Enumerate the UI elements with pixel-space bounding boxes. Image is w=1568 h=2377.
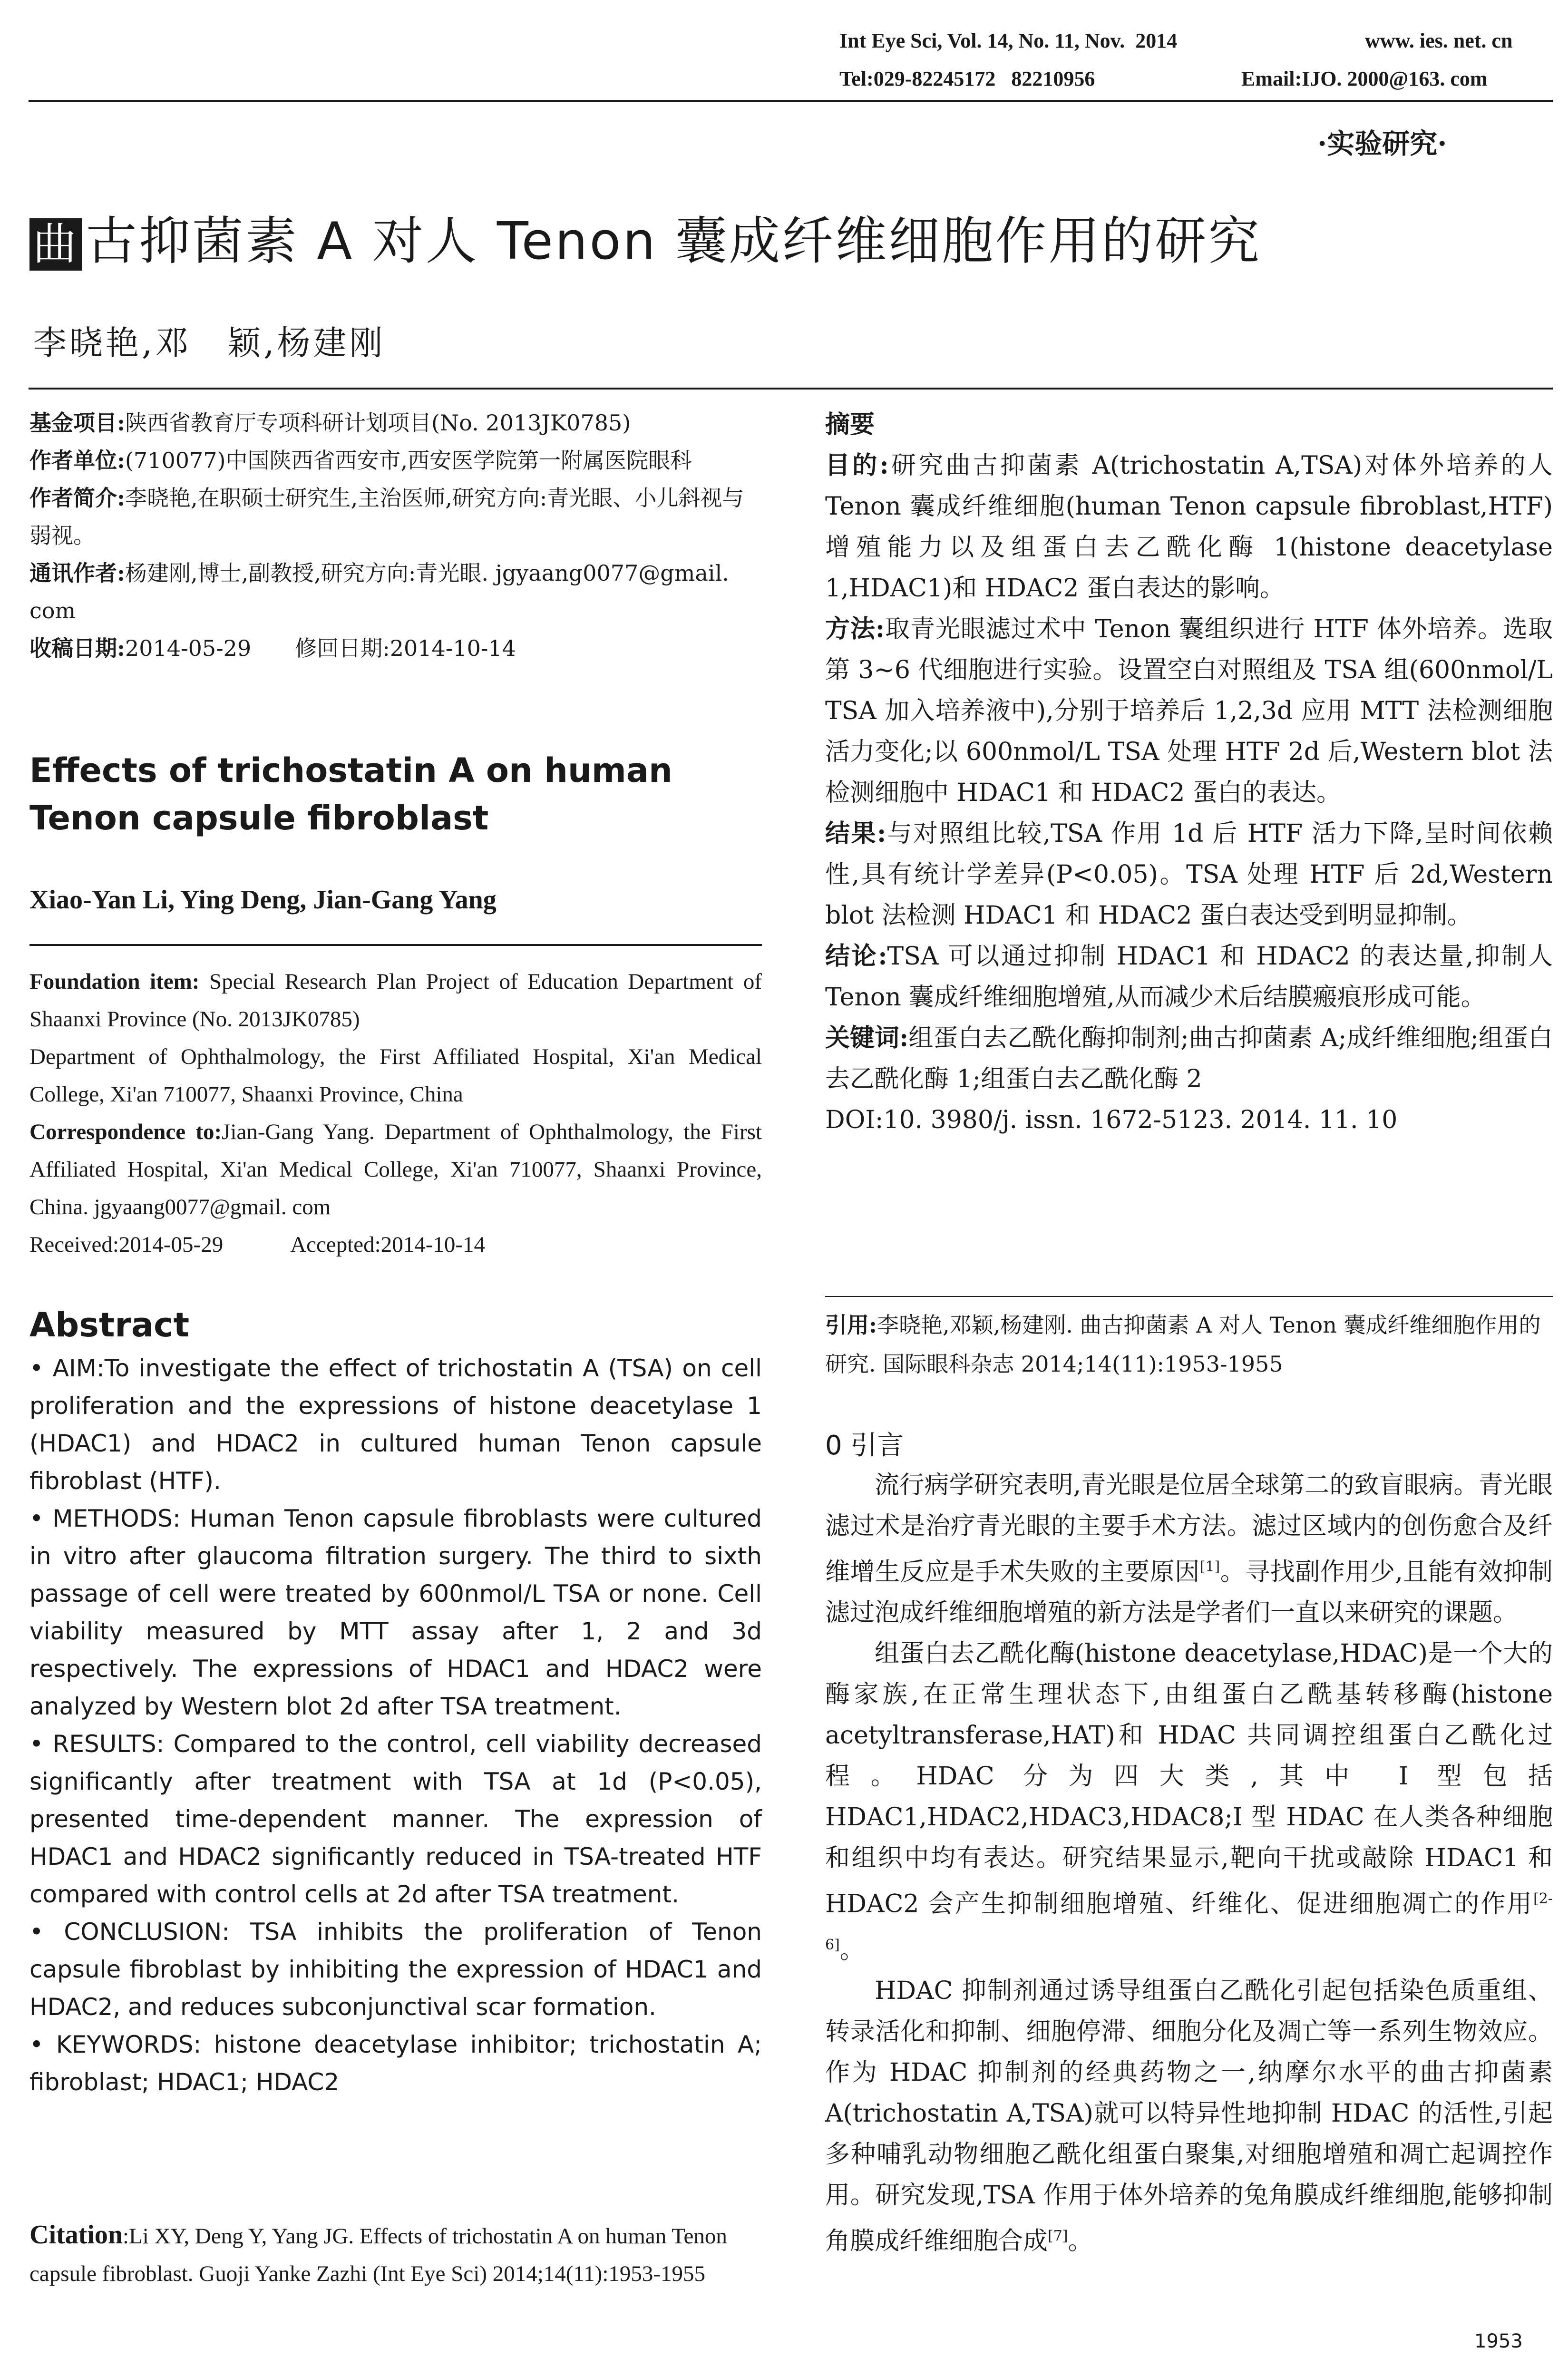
doi: DOI:10. 3980/j. issn. 1672-5123. 2014. 11. 10 xyxy=(825,1106,1398,1134)
title-rule xyxy=(29,388,1553,390)
abstract-heading: Abstract xyxy=(29,1305,190,1344)
english-authors: Xiao-Yan Li, Ying Deng, Jian-Gang Yang xyxy=(29,885,497,915)
en-info-text: Jian-Gang Yang. Department of Ophthalmology, the First Affiliated Hospital, Xi'an Medical College, Xi'an 710077, Shaanxi Province, China. jgyaang0077@gmail. com xyxy=(29,1120,762,1219)
info-text: 陕西省教育厅专项科研计划项目(No. 2013JK0785) xyxy=(125,410,631,436)
en-info-text: Special Research Plan Project of Education Department of Shaanxi Province (No. 2013JK0785) xyxy=(29,969,762,1032)
section-tag: ·实验研究· xyxy=(1317,127,1447,160)
info-label: 收稿日期: xyxy=(29,635,125,661)
citation-text: :Li XY, Deng Y, Yang JG. Effects of trichostatin A on human Tenon capsule fibroblast. Guoji Yanke Zazhi (Int Eye Sci) 2014;14(11):1953-1955 xyxy=(29,2224,727,2286)
abstract-cn-text: 组蛋白去乙酰化酶抑制剂;曲古抑菌素 A;成纤维细胞;组蛋白去乙酰化酶 1;组蛋白去乙酰化酶 2 xyxy=(825,1024,1553,1093)
abstract-cn-label: 目的: xyxy=(825,451,889,480)
abstract-cn-text: TSA 可以通过抑制 HDAC1 和 HDAC2 的表达量,抑制人 Tenon 囊成纤维细胞增殖,从而减少术后结膜瘢痕形成可能。 xyxy=(825,942,1553,1012)
info-label: 基金项目: xyxy=(29,410,125,436)
page-number: 1953 xyxy=(1474,2330,1523,2352)
citation-cn-label: 引用: xyxy=(825,1312,877,1338)
abstract-results: • RESULTS: Compared to the control, cell viability decreased significantly after treatment with TSA at 1d (P<0.05), presented time-dependent manner. The expression of HDAC1 and HDAC2 significantly reduced in TSA-treated HTF compared with control cells at 2d after TSA treatment. xyxy=(29,1730,762,1908)
abstract-cn-label: 方法: xyxy=(825,614,885,643)
abstract-body xyxy=(29,1350,762,2101)
abstract-conclusion: • CONCLUSION: TSA inhibits the proliferation of Tenon capsule fibroblast by inhibiting the expression of HDAC1 and HDAC2, and reduces subconjunctival scar formation. xyxy=(29,1918,762,2021)
info-text: 2014-05-29 修回日期:2014-10-14 xyxy=(125,635,516,661)
citation-label: Citation xyxy=(29,2220,123,2250)
info-label: 作者简介: xyxy=(29,485,125,511)
abstract-cn-label: 关键词: xyxy=(825,1023,909,1052)
info-text: 李晓艳,在职硕士研究生,主治医师,研究方向:青光眼、小儿斜视与弱视。 xyxy=(29,485,744,548)
info-label: 通讯作者: xyxy=(29,560,125,586)
title-rest: 古抑菌素 A 对人 Tenon 囊成纤维细胞作用的研究 xyxy=(86,212,1262,271)
journal-website: www. ies. net. cn xyxy=(1365,29,1513,52)
english-title: Effects of trichostatin A on human Tenon capsule fibroblast xyxy=(29,751,672,838)
citation-cn-text: 李晓艳,邓颖,杨建刚. 曲古抑菌素 A 对人 Tenon 囊成纤维细胞作用的研究. 国际眼科杂志 2014;14(11):1953-1955 xyxy=(825,1312,1541,1377)
journal-info: Int Eye Sci, Vol. 14, No. 11, Nov. 2014 xyxy=(839,29,1178,52)
intro-body xyxy=(825,1465,1553,2261)
abstract-cn-text: 研究曲古抑菌素 A(trichostatin A,TSA)对体外培养的人 Tenon 囊成纤维细胞(human Tenon capsule fibroblast,HTF)增殖能力以及组蛋白去乙酰化酶 1(histone deacetylase 1,HDAC1)和 HDAC2 蛋白表达的影响。 xyxy=(825,451,1553,603)
english-info xyxy=(29,963,762,1264)
citation-en xyxy=(29,2216,762,2293)
info-text: 杨建刚,博士,副教授,研究方向:青光眼. jgyaang0077@gmail. com xyxy=(29,560,729,623)
intro-para-3: HDAC 抑制剂通过诱导组蛋白乙酰化引起包括染色质重组、转录活化和抑制、细胞停滞、细胞分化及凋亡等一系列生物效应。作为 HDAC 抑制剂的经典药物之一,纳摩尔水平的曲古抑菌素 A(trichostatin A,TSA)就可以特异性地抑制 HDAC 的活性,引起多种哺乳动物细胞乙酰化组蛋白聚集,对细胞增殖和凋亡起调控作用。研究发现,TSA 作用于体外培养的兔角膜成纤维细胞,能够抑制角膜成纤维细胞合成[7]。 xyxy=(825,1976,1553,2256)
en-authors-rule xyxy=(29,944,762,946)
abstract-aim: • AIM:To investigate the effect of trichostatin A (TSA) on cell proliferation and the expressions of histone deacetylase 1 (HDAC1) and HDAC2 in cultured human Tenon capsule fibroblast (HTF). xyxy=(29,1354,762,1495)
funding-info xyxy=(29,404,762,667)
authors-cn: 李晓艳,邓 颖,杨建刚 xyxy=(33,323,386,362)
en-info-text: Received:2014-05-29 Accepted:2014-10-14 xyxy=(29,1232,486,1257)
abstract-methods: • METHODS: Human Tenon capsule fibroblasts were cultured in vitro after glaucoma filtration surgery. The third to sixth passage of cell were treated by 600nmol/L TSA or none. Cell viability measured by MTT assay after 1, 2 and 3d respectively. The expressions of HDAC1 and HDAC2 were analyzed by Western blot 2d after TSA treatment. xyxy=(29,1505,762,1720)
intro-para-1: 流行病学研究表明,青光眼是位居全球第二的致盲眼病。青光眼滤过术是治疗青光眼的主要手术方法。滤过区域内的创伤愈合及纤维增生反应是手术失败的主要原因[1]。寻找副作用少,且能有效抑制滤过泡成纤维细胞增殖的新方法是学者们一直以来研究的课题。 xyxy=(825,1471,1553,1627)
title-first-char: 曲 xyxy=(29,218,82,271)
ref-mark: [1] xyxy=(1199,1559,1220,1575)
abstract-cn-heading: 摘要 xyxy=(825,410,875,439)
info-label: 作者单位: xyxy=(29,448,125,473)
abstract-cn xyxy=(825,404,1553,1140)
en-info-text: Department of Ophthalmology, the First Affiliated Hospital, Xi'an Medical College, Xi'an 710077, Shaanxi Province, China xyxy=(29,1044,762,1107)
info-text: (710077)中国陕西省西安市,西安医学院第一附属医院眼科 xyxy=(125,448,692,473)
journal-email: Email:IJO. 2000@163. com xyxy=(1241,67,1488,90)
citation-cn xyxy=(825,1305,1553,1383)
page-title xyxy=(29,200,1261,273)
abstract-cn-text: 与对照组比较,TSA 作用 1d 后 HTF 活力下降,呈时间依赖性,具有统计学差异(P<0.05)。TSA 处理 HTF 后 2d,Western blot 法检测 HDAC1 和 HDAC2 蛋白表达受到明显抑制。 xyxy=(825,819,1553,930)
en-info-label: Correspondence to: xyxy=(29,1120,222,1144)
ref-mark: [2-6] xyxy=(825,1890,1553,1953)
section-intro-heading: 0 引言 xyxy=(825,1430,904,1461)
abstract-cn-label: 结果: xyxy=(825,819,886,848)
ref-mark: [7] xyxy=(1048,2227,1068,2244)
journal-tel: Tel:029-82245172 82210956 xyxy=(839,67,1095,90)
citation-cn-rule xyxy=(825,1296,1553,1297)
header-rule xyxy=(29,100,1553,102)
intro-para-2: 组蛋白去乙酰化酶(histone deacetylase,HDAC)是一个大的酶家族,在正常生理状态下,由组蛋白乙酰基转移酶(histone acetyltransferase,HAT)和 HDAC 共同调控组蛋白乙酰化过程。HDAC 分为四大类,其中 I 型包括 HDAC1,HDAC2,HDAC3,HDAC8;I 型 HDAC 在人类各种细胞和组织中均有表达。研究结果显示,靶向干扰或敲除 HDAC1 和 HDAC2 会产生抑制细胞增殖、纤维化、促进细胞凋亡的作用[2-6]。 xyxy=(825,1639,1553,1964)
abstract-keywords: • KEYWORDS: histone deacetylase inhibitor; trichostatin A; fibroblast; HDAC1; HDAC2 xyxy=(29,2031,762,2096)
en-info-label: Foundation item: xyxy=(29,969,200,994)
abstract-cn-text: 取青光眼滤过术中 Tenon 囊组织进行 HTF 体外培养。选取第 3~6 代细胞进行实验。设置空白对照组及 TSA 组(600nmol/L TSA 加入培养液中),分别于培养后 1,2,3d 应用 MTT 法检测细胞活力变化;以 600nmol/L TSA 处理 HTF 2d 后,Western blot 法检测细胞中 HDAC1 和 HDAC2 蛋白的表达。 xyxy=(825,615,1553,807)
abstract-cn-label: 结论: xyxy=(825,942,887,971)
